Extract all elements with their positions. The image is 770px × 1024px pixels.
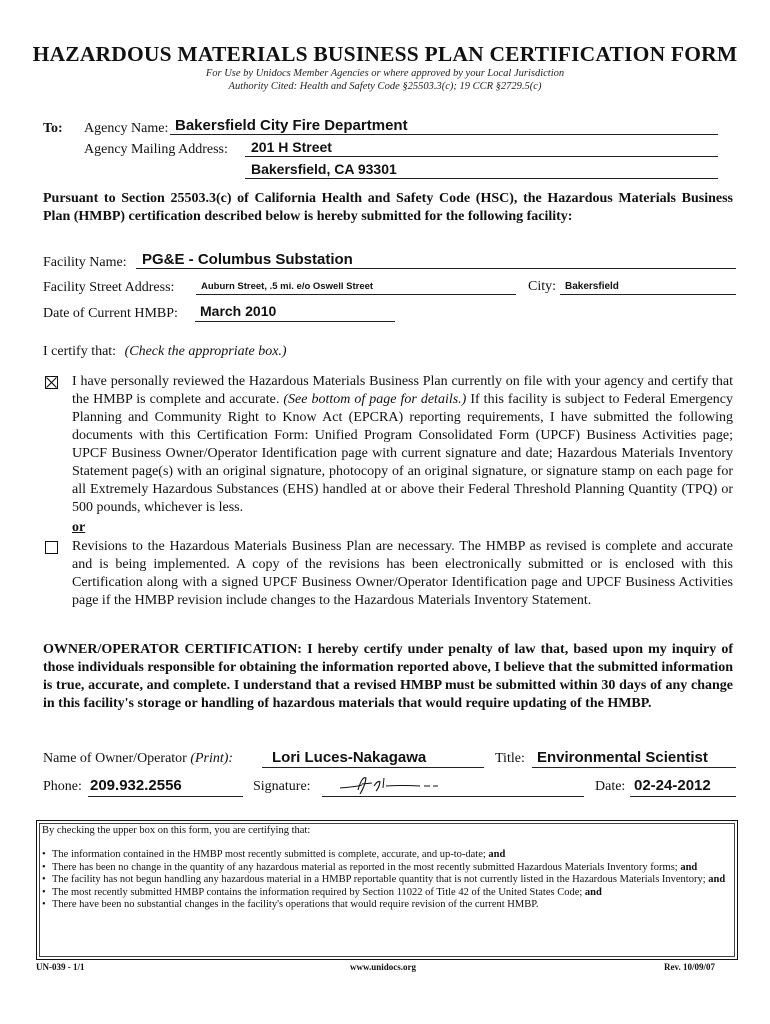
owner-name-field[interactable]: Lori Luces-Nakagawa: [272, 749, 427, 766]
signature-label: Signature:: [253, 779, 311, 794]
option1-text-c: If this facility is subject to Federal Emergency Planning and Community Right to Know Act (EPCRA) reporting requirements, I have submitted the following documents with this Certification Form: Unified Program Consolidated Form (UPCF) Business Activities page; UPCF Business Owner/Operator Identification page with current signature and date; Hazardous Materials Inventory Statement page(s) with an original signature, photocopy of an original signature, or signature stamp on each page for all Extremely Hazardous Substances (EHS) handled at or above their Federal Threshold Planning Quantity (TPQ) or 500 pounds, whichever is less.: [72, 392, 733, 515]
owner-name-label-text: Name of Owner/Operator: [43, 751, 187, 766]
notes-bullet: [42, 874, 730, 887]
notes-bullet: [42, 899, 730, 912]
option2-paragraph: Revisions to the Hazardous Materials Business Plan are necessary. The HMBP as revised is complete and accurate and is being implemented. A copy of the revisions has been electronically submitted or is enclosed with this Certification along with a signed UPCF Business Owner/Operator Identification page and UPCF Business Activities page if the HMBP revision include changes to the Hazardous Materials Inventory Statement.: [72, 539, 733, 608]
bullet-conjunction: and: [680, 861, 698, 873]
bullet-text: There have been no substantial changes in the facility's operations that would require revision of the current HMBP.: [52, 899, 539, 910]
footer-revision: Rev. 10/09/07: [664, 962, 715, 972]
hmbp-date-underline: [195, 321, 395, 322]
option1-see-bottom: (See bottom of page for details.): [283, 392, 467, 407]
owner-title-field[interactable]: Environmental Scientist: [537, 749, 708, 766]
agency-name-field[interactable]: Bakersfield City Fire Department: [175, 117, 408, 134]
facility-city-label: City:: [528, 279, 557, 294]
signature-underline: [322, 796, 584, 797]
certify-instruction: (Check the appropriate box.): [124, 344, 287, 359]
form-subtitle-authority: Authority Cited: Health and Safety Code §25503.3(c); 19 CCR §2729.5(c): [228, 81, 542, 92]
form-subtitle-use: For Use by Unidocs Member Agencies or where approved by your Local Jurisdiction: [205, 68, 565, 79]
bullet-conjunction: and: [488, 849, 506, 860]
phone-label: Phone:: [43, 779, 82, 794]
date-label: Date:: [595, 779, 626, 794]
hmbp-date-label: Date of Current HMBP:: [43, 306, 178, 321]
address-line2-underline: [245, 178, 718, 179]
notes-bullet: [42, 849, 730, 862]
owner-name-print-label: (Print):: [190, 751, 234, 766]
owner-certification-paragraph: [43, 641, 733, 713]
pursuant-statement: Pursuant to Section 25503.3(c) of California Health and Safety Code (HSC), the Hazardous Materials Business Plan (HMBP) certification described below is hereby submitted for the following facility:: [43, 191, 733, 224]
certify-label-text: I certify that:: [43, 344, 117, 359]
revisions-checkbox[interactable]: [45, 541, 58, 554]
bullet-text: The facility has not begun handling any hazardous material in a HMBP reportable quantity that is not currently listed in the Hazardous Materials Inventory;: [52, 874, 706, 885]
bullet-text: There has been no change in the quantity of any hazardous material as reported in the most recently submitted Hazardous Materials Inventory forms;: [52, 861, 678, 873]
facility-street-label: Facility Street Address:: [43, 280, 175, 295]
hmbp-date-field[interactable]: March 2010: [200, 303, 277, 319]
notes-bullet: [42, 887, 730, 900]
handwritten-signature-icon: [332, 772, 442, 796]
owner-title-label: Title:: [495, 751, 525, 766]
date-underline: [630, 796, 736, 797]
owner-title-underline: [532, 767, 736, 768]
review-certify-checkbox[interactable]: [45, 376, 58, 389]
bullet-conjunction: and: [708, 874, 726, 885]
agency-name-label: Agency Name:: [84, 121, 169, 136]
facility-street-field[interactable]: Auburn Street, .5 mi. e/o Oswell Street: [201, 281, 374, 292]
owner-certification-text: I hereby certify under penalty of law that, based upon my inquiry of those individuals responsible for obtaining the information reported above, I believe that the submitted information is true, accurate, and complete. I understand that a revised HMBP must be submitted within 30 days of any change in this facility's storage or handling of hazardous materials that would require updating of the HMBP.: [43, 642, 734, 711]
owner-name-underline: [262, 767, 484, 768]
facility-name-underline: [136, 268, 736, 269]
checkbox-checkmark-icon: [46, 377, 57, 388]
owner-certification-heading: OWNER/OPERATOR CERTIFICATION:: [43, 642, 302, 657]
form-number: UN-039 - 1/1: [36, 962, 85, 972]
address-line1-underline: [245, 156, 718, 157]
footer-website: www.unidocs.org: [350, 962, 417, 972]
agency-mailing-address-label: Agency Mailing Address:: [84, 142, 228, 157]
notes-bullet-list: [42, 849, 730, 912]
option1-paragraph: [72, 373, 733, 517]
form-title: HAZARDOUS MATERIALS BUSINESS PLAN CERTIFICATION FORM: [32, 42, 738, 66]
facility-street-underline: [196, 294, 516, 295]
bullet-conjunction: and: [584, 886, 602, 898]
owner-name-label: [43, 751, 233, 767]
certify-label: [43, 344, 287, 360]
phone-underline: [88, 796, 243, 797]
agency-address-line2-field[interactable]: Bakersfield, CA 93301: [251, 161, 397, 177]
bullet-text: The information contained in the HMBP most recently submitted is complete, accurate, and up-to-date;: [52, 849, 486, 860]
agency-address-line1-field[interactable]: 201 H Street: [251, 139, 332, 155]
to-label: To:: [43, 121, 63, 136]
facility-city-field[interactable]: Bakersfield: [565, 281, 619, 292]
phone-field[interactable]: 209.932.2556: [90, 777, 182, 794]
bullet-text: The most recently submitted HMBP contains the information required by Section 11022 of Title 42 of the United States Code;: [52, 886, 583, 898]
facility-city-underline: [560, 294, 736, 295]
notes-bullet: [42, 862, 730, 875]
notes-intro: By checking the upper box on this form, you are certifying that:: [42, 825, 311, 836]
option1-text-a: I have personally reviewed the Hazardous Materials Business Plan currently on file with your agency and certify that the HMBP is complete and accurate.: [72, 374, 733, 407]
facility-name-field[interactable]: PG&E - Columbus Substation: [142, 251, 353, 268]
date-field[interactable]: 02-24-2012: [634, 777, 711, 794]
or-separator: or: [72, 520, 86, 535]
agency-name-underline: [170, 134, 718, 135]
certification-notes-box: [36, 820, 738, 960]
facility-name-label: Facility Name:: [43, 255, 127, 270]
